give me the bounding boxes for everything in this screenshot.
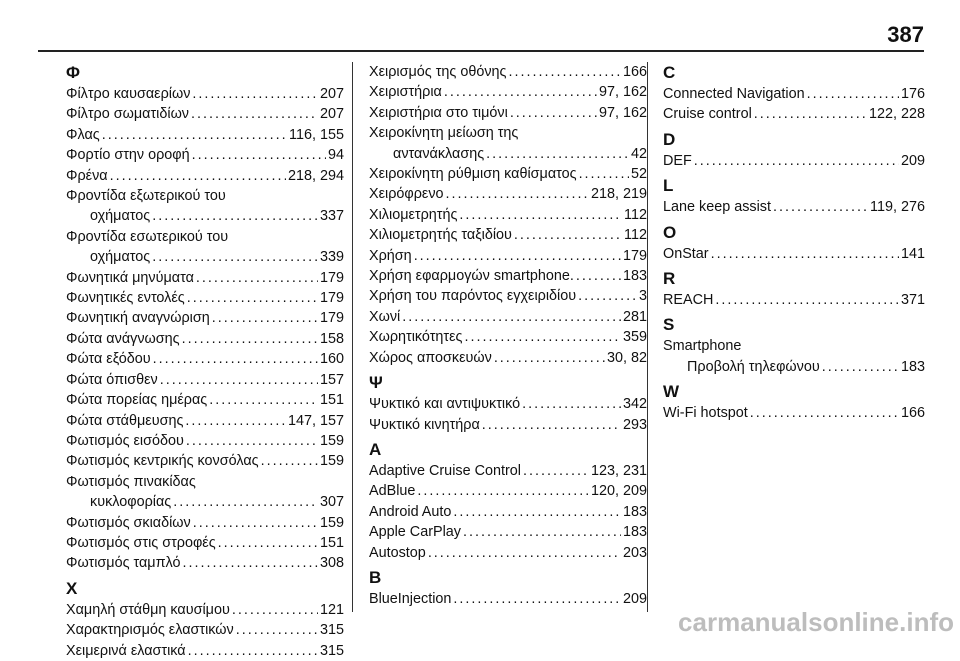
dot-leader [453, 589, 621, 609]
index-entry-name: Χώρος αποσκευών [369, 349, 492, 366]
index-letter-heading: R [663, 269, 676, 289]
index-entry [369, 481, 647, 501]
index-letter-heading: W [663, 382, 680, 402]
dot-leader [510, 103, 597, 123]
index-entry [66, 268, 344, 288]
dot-leader [218, 533, 318, 553]
index-entry-pages: 203 [622, 544, 647, 561]
index-entry-pages: 337 [319, 208, 344, 225]
dot-leader [482, 415, 621, 435]
index-entry-name: Apple CarPlay [369, 524, 461, 541]
dot-leader [750, 403, 899, 423]
index-entry-pages: 42 [630, 145, 647, 162]
index-entry [663, 104, 925, 124]
index-entry-pages: 158 [319, 330, 344, 347]
index-entry-name: Ψυκτικό κινητήρα [369, 416, 480, 433]
dot-leader [463, 522, 621, 542]
index-entry-pages: 209 [622, 590, 647, 607]
index-entry-pages: 315 [319, 642, 344, 659]
index-entry [369, 103, 647, 123]
index-entry-name: οχήματος [90, 249, 151, 266]
index-entry-name: οχήματος [90, 208, 151, 225]
index-entry [66, 104, 344, 124]
index-entry-pages: 218, 294 [287, 167, 344, 184]
index-entry-name: Ψυκτικό και αντιψυκτικό [369, 396, 521, 413]
dot-leader [464, 327, 621, 347]
index-entry-pages: 183 [622, 268, 647, 285]
dot-leader [173, 492, 318, 512]
dot-leader [446, 184, 589, 204]
index-entry [66, 553, 344, 573]
index-entry-pages: 52 [630, 166, 647, 183]
index-entry [369, 286, 647, 306]
index-entry [663, 290, 925, 310]
index-entry-name: Χωρητικότητες [369, 329, 463, 346]
index-entry [66, 513, 344, 533]
index-entry-pages: 179 [622, 247, 647, 264]
index-entry-name: Φωνητικά μηνύματα [66, 269, 194, 286]
index-entry-pages: 97, 162 [598, 104, 647, 121]
index-entry-pages: 123, 231 [590, 462, 647, 479]
index-entry-name: Φώτα πορείας ημέρας [66, 392, 208, 409]
index-entry-pages: 160 [319, 351, 344, 368]
index-entry [66, 288, 344, 308]
dot-leader [402, 307, 621, 327]
dot-leader [192, 145, 326, 165]
index-entry-heading: Smartphone [663, 338, 742, 355]
index-entry-pages: 342 [622, 396, 647, 413]
index-entry [66, 166, 344, 186]
index-letter-heading: D [663, 129, 676, 149]
index-entry-pages: 30, 82 [606, 349, 647, 366]
index-entry [369, 461, 647, 481]
index-letter-heading: Φ [66, 63, 80, 82]
index-entry [369, 246, 647, 266]
index-entry-name: Adaptive Cruise Control [369, 462, 521, 479]
index-entry-pages: 179 [319, 290, 344, 307]
index-entry [663, 151, 925, 171]
index-entry-name: REACH [663, 292, 714, 309]
index-entry [66, 186, 344, 227]
index-entry-pages: 371 [900, 292, 925, 309]
index-entry [66, 84, 344, 104]
index-entry-name: Cruise control [663, 106, 752, 123]
dot-leader [486, 144, 629, 164]
index-entry-pages: 179 [319, 310, 344, 327]
index-entry-pages: 122, 228 [868, 106, 925, 123]
index-entry-heading: Χειροκίνητη μείωση της [369, 125, 519, 142]
index-entry-name: Φλας [66, 126, 100, 143]
index-entry [66, 329, 344, 349]
dot-leader [209, 390, 318, 410]
dot-leader [160, 370, 318, 390]
index-entry [369, 164, 647, 184]
index-entry-pages: 159 [319, 514, 344, 531]
index-column-2 [369, 62, 647, 609]
index-entry-name: BlueInjection [369, 590, 452, 607]
index-entry [66, 411, 344, 431]
index-entry-pages: 166 [900, 405, 925, 422]
dot-leader [102, 125, 287, 145]
index-entry-heading: Φροντίδα εσωτερικού του [66, 228, 229, 245]
index-entry [66, 431, 344, 451]
index-letter-heading: Χ [66, 578, 78, 598]
index-entry [369, 184, 647, 204]
index-entry-pages: 121 [319, 601, 344, 618]
dot-leader [193, 513, 318, 533]
index-entry-name: Χειρόφρενο [369, 186, 444, 203]
dot-leader [261, 451, 318, 471]
index-entry [369, 266, 647, 286]
dot-leader [822, 357, 899, 377]
index-entry [369, 522, 647, 542]
index-entry [663, 336, 925, 377]
index-entry-pages: 3 [638, 288, 647, 305]
index-entry-name: Χωνί [369, 308, 401, 325]
index-entry-name: Φρένα [66, 167, 108, 184]
dot-leader [522, 394, 621, 414]
dot-leader [459, 205, 622, 225]
index-entry-pages: 116, 155 [289, 126, 344, 143]
index-entry-name: Lane keep assist [663, 199, 772, 216]
dot-leader [523, 461, 589, 481]
index-entry-pages: 207 [319, 106, 344, 123]
index-entry-name: Autostop [369, 544, 426, 561]
index-entry-pages: 281 [622, 308, 647, 325]
index-entry-name: Android Auto [369, 503, 452, 520]
index-entry-name: Χαμηλή στάθμη καυσίμου [66, 601, 230, 618]
dot-leader [711, 244, 899, 264]
dot-leader [212, 308, 318, 328]
column-divider [352, 62, 353, 612]
index-entry-name: Wi-Fi hotspot [663, 405, 748, 422]
index-entry-pages: 183 [900, 358, 925, 375]
index-entry-pages: 307 [319, 494, 344, 511]
index-entry-pages: 209 [900, 152, 925, 169]
index-entry-pages: 94 [327, 147, 344, 164]
index-entry [66, 472, 344, 513]
dot-leader [187, 288, 318, 308]
index-entry-name: Χειμερινά ελαστικά [66, 642, 186, 659]
index-entry [369, 589, 647, 609]
index-letter-heading: A [369, 439, 382, 459]
index-entry-heading: Φωτισμός πινακίδας [66, 473, 196, 490]
index-entry-name: AdBlue [369, 483, 416, 500]
index-entry [66, 451, 344, 471]
index-entry [369, 502, 647, 522]
dot-leader [694, 151, 899, 171]
index-entry-pages: 183 [622, 524, 647, 541]
dot-leader [110, 166, 286, 186]
dot-leader [152, 206, 318, 226]
index-entry [369, 394, 647, 414]
dot-leader [807, 84, 899, 104]
dot-leader [576, 266, 621, 286]
index-entry [369, 348, 647, 368]
index-entry-name: Χαρακτηρισμός ελαστικών [66, 622, 234, 639]
index-entry-pages: 315 [319, 622, 344, 639]
index-entry-pages: 359 [622, 329, 647, 346]
index-entry-name: Φωτισμός στις στροφές [66, 534, 216, 551]
index-entry-pages: 119, 276 [870, 199, 925, 216]
index-entry [66, 390, 344, 410]
index-entry-name: DEF [663, 152, 692, 169]
index-entry-pages: 112 [624, 227, 647, 244]
index-column-3 [663, 62, 925, 424]
index-entry-name: κυκλοφορίας [90, 494, 172, 511]
index-letter-heading: B [369, 567, 382, 587]
header-rule [38, 50, 924, 52]
index-entry [66, 533, 344, 553]
page-number: 387 [887, 22, 924, 47]
index-entry-name: Connected Navigation [663, 86, 805, 102]
index-entry-pages: 179 [319, 269, 344, 286]
index-entry-name: Φώτα ανάγνωσης [66, 330, 180, 347]
index-entry-pages: 97, 162 [598, 84, 647, 101]
index-entry [369, 543, 647, 563]
index-entry [369, 225, 647, 245]
index-entry-pages: 308 [319, 555, 344, 572]
index-entry [369, 327, 647, 347]
index-entry-name: Φορτίο στην οροφή [66, 147, 190, 164]
dot-leader [232, 600, 318, 620]
index-entry-name: Χειριστήρια [369, 84, 442, 101]
dot-leader [494, 348, 605, 368]
index-entry [66, 641, 344, 661]
dot-leader [186, 431, 318, 451]
dot-leader [191, 104, 318, 124]
index-entry [66, 600, 344, 620]
index-entry-name: Χειριστήρια στο τιμόνι [369, 104, 508, 121]
dot-leader [153, 349, 318, 369]
dot-leader [453, 502, 621, 522]
index-entry [66, 620, 344, 640]
index-entry [369, 62, 647, 82]
index-entry-name: Χρήση εφαρμογών smartphone. [369, 268, 574, 285]
index-entry-name: Χειροκίνητη ρύθμιση καθίσματος [369, 166, 577, 183]
index-entry-name: Φωτισμός ταμπλό [66, 555, 181, 572]
dot-leader [773, 197, 868, 217]
index-entry-pages: 151 [319, 534, 344, 551]
dot-leader [428, 543, 621, 563]
index-entry-pages: 147, 157 [287, 412, 344, 429]
index-entry-name: Φώτα εξόδου [66, 351, 151, 368]
index-entry-name: Φωτισμός κεντρικής κονσόλας [66, 453, 259, 470]
index-letter-heading: C [663, 63, 676, 82]
index-entry-pages: 120, 209 [590, 483, 647, 500]
index-entry-name: Φωτισμός σκιαδίων [66, 514, 191, 531]
index-entry [369, 82, 647, 102]
index-letter-heading: L [663, 176, 674, 196]
index-entry-name: Φώτα όπισθεν [66, 371, 158, 388]
index-entry-pages: 157 [319, 371, 344, 388]
dot-leader [579, 164, 629, 184]
index-entry [66, 308, 344, 328]
index-letter-heading: S [663, 315, 675, 335]
index-column-1 [66, 62, 344, 661]
index-entry-name: Χιλιομετρητής ταξιδίου [369, 227, 512, 244]
index-entry-pages: 339 [319, 249, 344, 266]
index-letter-heading: Ψ [369, 373, 383, 393]
index-entry-pages: 293 [622, 416, 647, 433]
dot-leader [444, 82, 597, 102]
dot-leader [715, 290, 899, 310]
index-entry [66, 370, 344, 390]
index-entry [369, 415, 647, 435]
index-entry [663, 84, 925, 104]
dot-leader [414, 246, 621, 266]
index-entry-pages: 183 [622, 503, 647, 520]
dot-leader [508, 62, 621, 82]
dot-leader [152, 247, 318, 267]
dot-leader [417, 481, 589, 501]
index-entry-name: Χρήση του παρόντος εγχειριδίου [369, 288, 577, 305]
dot-leader [192, 84, 318, 104]
index-entry [66, 145, 344, 165]
index-entry [663, 244, 925, 264]
column-divider [647, 62, 648, 612]
index-entry-name: Προβολή τηλεφώνου [687, 358, 820, 375]
index-entry-pages: 112 [624, 206, 647, 223]
watermark: carmanualsonline.info [678, 607, 954, 637]
index-entry-name: Χιλιομετρητής [369, 206, 458, 223]
index-entry-pages: 176 [900, 86, 925, 102]
index-entry-pages: 141 [900, 245, 925, 262]
dot-leader [514, 225, 622, 245]
index-entry-pages: 151 [319, 392, 344, 409]
index-letter-heading: O [663, 222, 677, 242]
dot-leader [188, 641, 318, 661]
index-entry-pages: 159 [319, 453, 344, 470]
index-entry-pages: 166 [622, 64, 647, 80]
dot-leader [185, 411, 286, 431]
index-entry [66, 349, 344, 369]
index-entry [66, 125, 344, 145]
index-entry-name: Χρήση [369, 247, 412, 264]
dot-leader [196, 268, 318, 288]
index-entry-name: Χειρισμός της οθόνης [369, 64, 507, 80]
index-entry-name: Φώτα στάθμευσης [66, 412, 184, 429]
index-entry-name: Φωνητική αναγνώριση [66, 310, 210, 327]
dot-leader [183, 553, 318, 573]
index-entry-heading: Φροντίδα εξωτερικού του [66, 188, 226, 205]
index-entry-name: Φωνητικές εντολές [66, 290, 185, 307]
index-entry-pages: 207 [319, 86, 344, 102]
index-entry [663, 197, 925, 217]
dot-leader [754, 104, 867, 124]
dot-leader [578, 286, 637, 306]
index-entry-name: Φίλτρο καυσαερίων [66, 86, 191, 102]
index-entry [369, 123, 647, 164]
index-entry [369, 205, 647, 225]
dot-leader [182, 329, 318, 349]
index-entry [66, 227, 344, 268]
index-entry-name: OnStar [663, 245, 709, 262]
dot-leader [236, 620, 318, 640]
index-entry-pages: 159 [319, 432, 344, 449]
index-entry [663, 403, 925, 423]
index-entry-name: Φωτισμός εισόδου [66, 432, 184, 449]
index-entry-name: Φίλτρο σωματιδίων [66, 106, 189, 123]
index-entry-pages: 218, 219 [590, 186, 647, 203]
index-entry-name: αντανάκλασης [393, 145, 485, 162]
index-entry [369, 307, 647, 327]
